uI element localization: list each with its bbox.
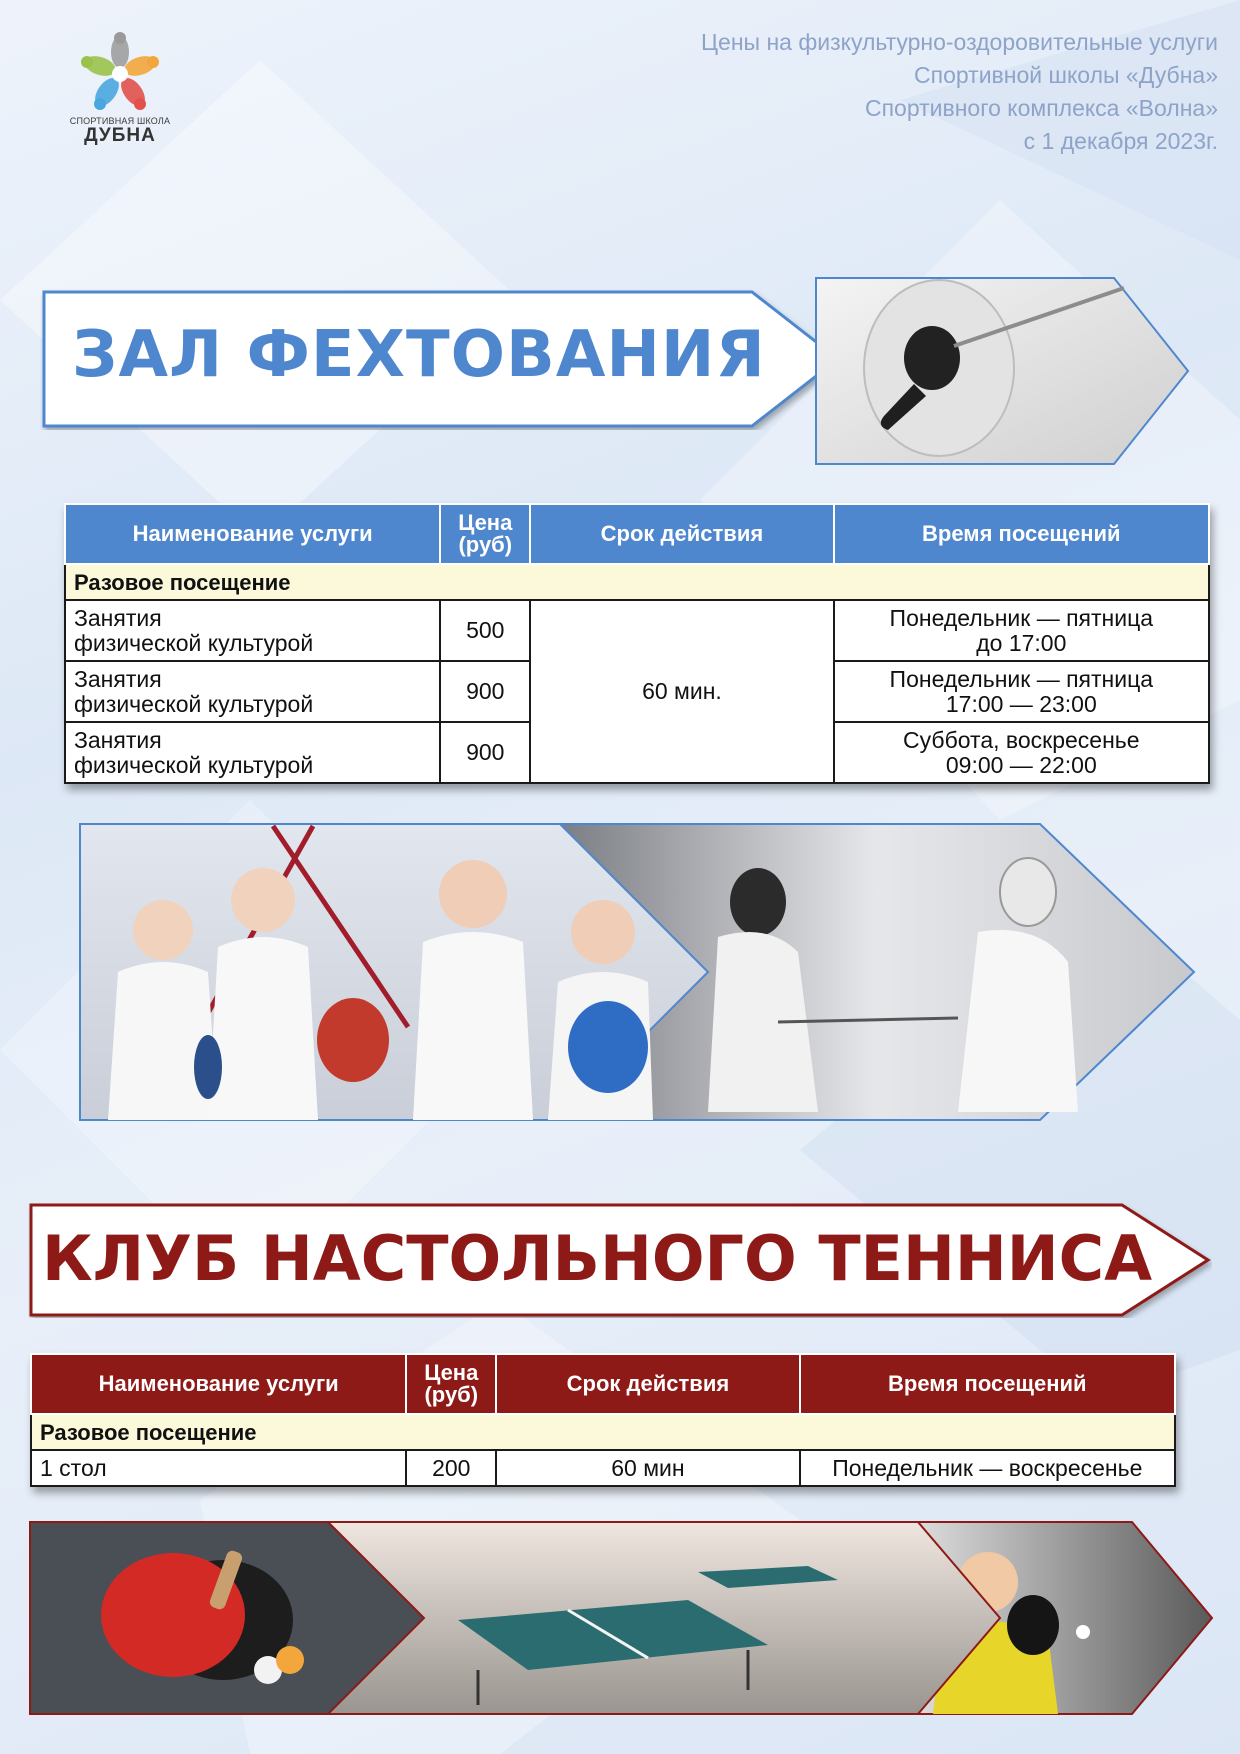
fencing-title: ЗАЛ ФЕХТОВАНИЯ: [72, 318, 766, 392]
time-cell: Суббота, воскресенье 09:00 — 22:00: [834, 722, 1209, 783]
price-cell: 200: [406, 1450, 496, 1486]
fencing-title-banner: [40, 288, 840, 430]
service-name: Занятия физической культурой: [65, 661, 440, 722]
header-line-4: с 1 декабря 2023г.: [1023, 128, 1218, 154]
column-header-duration: Срок действия: [530, 504, 833, 564]
logo: [60, 32, 180, 147]
service-name: 1 стол: [31, 1450, 406, 1486]
header-line-2: Спортивной школы «Дубна»: [914, 62, 1218, 88]
service-name: Занятия физической культурой: [65, 722, 440, 783]
price-cell: 500: [440, 600, 530, 661]
logo-subtitle: СПОРТИВНАЯ ШКОЛА: [69, 116, 171, 126]
tennis-hall-photo: [328, 1522, 1000, 1714]
time-cell: Понедельник — воскресенье: [800, 1450, 1175, 1486]
price-cell: 900: [440, 661, 530, 722]
column-header-duration: Срок действия: [496, 1354, 799, 1414]
table-header-row: [31, 1354, 1175, 1414]
section-label: Разовое посещение: [65, 564, 1209, 600]
column-header-time: Время посещений: [800, 1354, 1175, 1414]
section-row: [31, 1414, 1175, 1450]
service-name: Занятия физической культурой: [65, 600, 440, 661]
column-header-price: Цена (руб): [440, 504, 530, 564]
time-cell: Понедельник — пятница до 17:00: [834, 600, 1209, 661]
table-header-row: [65, 504, 1209, 564]
tennis-photos-strip: [28, 1520, 1214, 1716]
price-cell: 900: [440, 722, 530, 783]
duration-cell: 60 мин: [496, 1450, 799, 1486]
column-header-service: Наименование услуги: [65, 504, 440, 564]
header-line-3: Спортивного комплекса «Волна»: [864, 95, 1218, 121]
table-row: [65, 600, 1209, 661]
table-row: [31, 1450, 1175, 1486]
logo-icon: [75, 32, 165, 114]
time-cell: Понедельник — пятница 17:00 — 23:00: [834, 661, 1209, 722]
tennis-price-table: [30, 1353, 1176, 1487]
section-label: Разовое посещение: [31, 1414, 1175, 1450]
column-header-service: Наименование услуги: [31, 1354, 406, 1414]
section-row: [65, 564, 1209, 600]
logo-name: ДУБНА: [84, 125, 156, 146]
column-header-price: Цена (руб): [406, 1354, 496, 1414]
fencing-guard-photo: [814, 276, 1190, 466]
fencing-price-table: [64, 503, 1210, 784]
tennis-title: КЛУБ НАСТОЛЬНОГО ТЕННИСА: [42, 1222, 1153, 1295]
tennis-title-banner: [28, 1202, 1212, 1318]
price-header: [701, 26, 1218, 158]
duration-cell: 60 мин.: [530, 600, 833, 783]
column-header-time: Время посещений: [834, 504, 1209, 564]
fencing-photos-strip: [78, 822, 1198, 1124]
header-line-1: Цены на физкультурно-оздоровительные услуги: [701, 29, 1218, 55]
